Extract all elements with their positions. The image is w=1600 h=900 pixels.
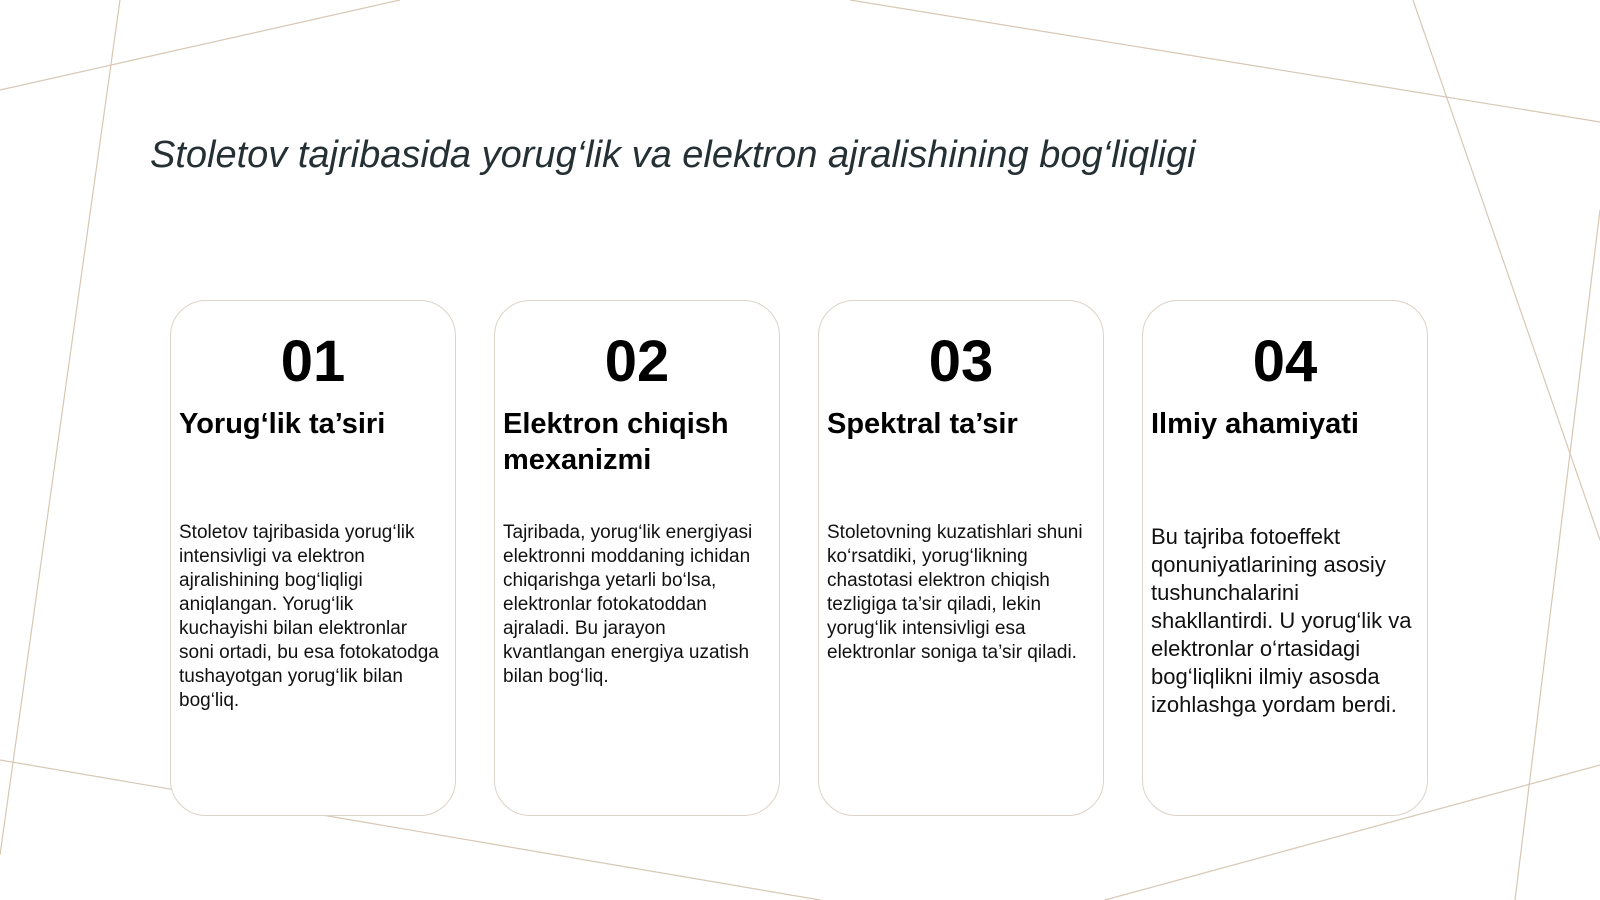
card-1 [170, 300, 456, 816]
card-number: 04 [1252, 329, 1318, 394]
card-heading: Elektron chiqish mexanizmi [503, 408, 729, 476]
card-4 [1142, 300, 1428, 816]
card-heading: Yorug‘lik ta’siri [179, 408, 386, 440]
card-body: Tajribada, yorug‘lik energiyasi elektronni moddaning ichidan chiqarishga yetarli bo‘lsa, elektronlar fotokatoddan ajraladi. Bu jarayon kvantlangan energiya uzatish bilan bog‘liq. [503, 522, 753, 687]
slide-title: Stoletov tajribasida yorug‘lik va elektron ajralishining bog‘liqligi [150, 134, 1196, 176]
card-heading: Spektral ta’sir [827, 408, 1018, 440]
card-number: 01 [280, 329, 346, 394]
card-body: Stoletovning kuzatishlari shuni ko‘rsatdiki, yorug‘likning chastotasi elektron chiqish tezligiga ta’sir qiladi, lekin yorug‘lik intensivligi esa elektronlar soniga ta’sir qiladi. [827, 522, 1083, 663]
card-body: Bu tajriba fotoeffekt qonuniyatlarining asosiy tushunchalarini shakllantirdi. U yorug‘lik va elektronlar o‘rtasidagi bog‘liqlikni ilmiy asosda izohlashga yordam berdi. [1151, 524, 1412, 717]
card-number: 03 [928, 329, 994, 394]
card-3 [818, 300, 1104, 816]
card-heading: Ilmiy ahamiyati [1151, 408, 1359, 440]
card-number: 02 [604, 329, 670, 394]
card-2 [494, 300, 780, 816]
card-body: Stoletov tajribasida yorug‘lik intensivligi va elektron ajralishining bog‘liqligi aniqlangan. Yorug‘lik kuchayishi bilan elektronlar soni ortadi, bu esa fotokatodga tushayotgan yorug‘lik bilan bog‘liq. [179, 522, 439, 711]
